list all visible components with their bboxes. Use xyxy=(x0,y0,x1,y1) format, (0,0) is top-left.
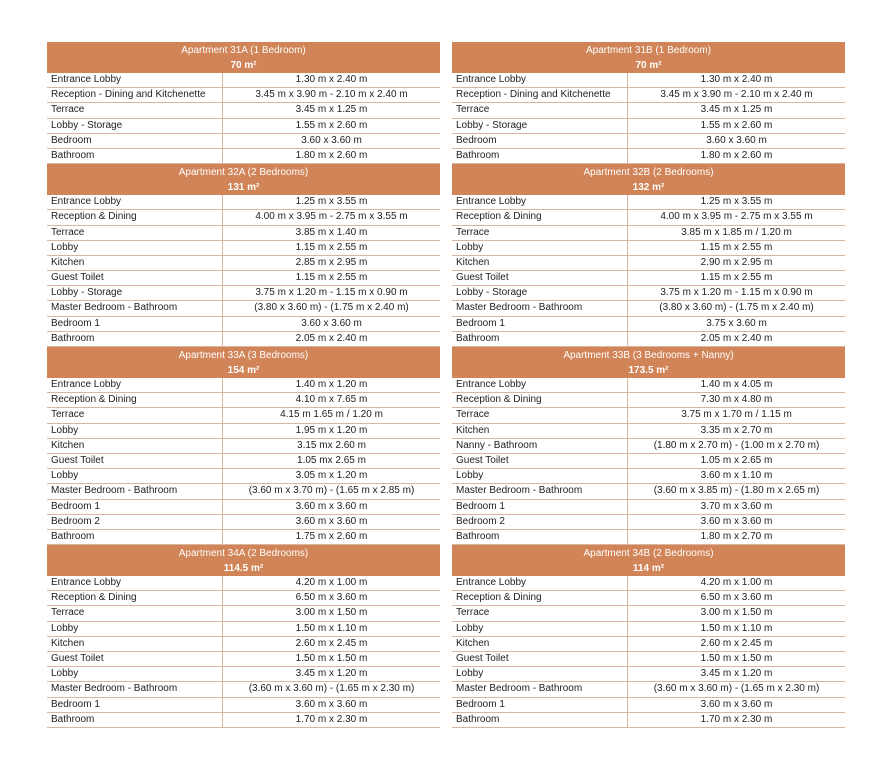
room-name-cell: Nanny - Bathroom xyxy=(452,439,628,453)
room-dimensions-cell: 3.75 m x 1.20 m - 1.15 m x 0.90 m xyxy=(255,287,408,299)
table-row xyxy=(452,591,845,606)
room-name-cell: Terrace xyxy=(47,103,223,117)
room-dimensions-cell: 3.45 m x 1.25 m xyxy=(700,104,773,116)
room-name-cell: Kitchen xyxy=(452,256,628,270)
room-dimensions-cell: 3.45 m x 1.25 m xyxy=(295,104,368,116)
room-name-cell: Lobby xyxy=(47,667,223,681)
room-dimensions-cell: 3.70 m x 3.60 m xyxy=(700,500,773,512)
room-dimensions-cell: 3.45 m x 1.20 m xyxy=(295,668,368,680)
room-dimensions-cell: (3.80 x 3.60 m) - (1.75 m x 2.40 m) xyxy=(659,302,814,314)
room-name-cell: Lobby xyxy=(452,241,628,255)
table-row xyxy=(452,500,845,515)
room-name-cell: Lobby xyxy=(452,469,628,483)
table-row xyxy=(47,317,440,332)
table-row xyxy=(452,637,845,652)
room-name-cell: Terrace xyxy=(452,408,628,422)
room-dimensions-cell: 3.85 m x 1.40 m xyxy=(295,226,368,238)
room-name-cell: Master Bedroom - Bathroom xyxy=(452,301,628,315)
room-dimensions-cell: 1.15 m x 2.55 m xyxy=(700,241,773,253)
room-name-cell: Entrance Lobby xyxy=(452,195,628,209)
table-row xyxy=(47,241,440,256)
apartment-name: Apartment 32A (2 Bedrooms) xyxy=(178,166,309,178)
room-dimensions-cell: 1.50 m x 1.50 m xyxy=(700,653,773,664)
apartment-name: Apartment 33A (3 Bedrooms) xyxy=(178,349,309,361)
apartment-header xyxy=(452,347,845,378)
table-row xyxy=(47,622,440,637)
table-row xyxy=(47,378,440,393)
room-dimensions-cell: 2.90 m x 2.95 m xyxy=(700,256,773,268)
table-row xyxy=(452,393,845,408)
room-dimensions-cell: 1.15 m x 2.55 m xyxy=(295,272,368,284)
table-row xyxy=(452,576,845,591)
room-dimensions-cell: 1.95 m x 1.20 m xyxy=(295,424,368,436)
room-dimensions-cell: 3.60 m x 3.60 m xyxy=(295,698,368,710)
room-dimensions-cell: 3.45 m x 1.20 m xyxy=(700,668,773,680)
room-dimensions-cell: 1.50 m x 1.10 m xyxy=(700,622,773,634)
table-row xyxy=(452,698,845,713)
apartment-name: Apartment 33B (3 Bedrooms + Nanny) xyxy=(563,349,734,361)
table-row xyxy=(452,469,845,484)
table-row xyxy=(47,271,440,286)
room-name-cell: Reception & Dining xyxy=(452,210,628,224)
room-dimensions-cell: 6.50 m x 3.60 m xyxy=(295,592,368,604)
table-row xyxy=(452,149,845,164)
apartment-name: Apartment 34A (2 Bedrooms) xyxy=(178,547,309,559)
room-name-cell: Bathroom xyxy=(452,332,628,346)
room-name-cell: Guest Toilet xyxy=(47,454,223,468)
room-dimensions-cell: 3.75 m x 1.20 m - 1.15 m x 0.90 m xyxy=(660,287,813,299)
apartment-header xyxy=(452,545,845,576)
room-dimensions-cell: 4.20 m x 1.00 m xyxy=(700,577,773,589)
room-name-cell: Kitchen xyxy=(452,637,628,651)
room-dimensions-cell: 1.25 m x 3.55 m xyxy=(295,196,368,208)
table-row xyxy=(47,576,440,591)
room-name-cell: Master Bedroom - Bathroom xyxy=(47,682,223,696)
table-row xyxy=(452,439,845,454)
room-name-cell: Lobby xyxy=(47,241,223,255)
table-row xyxy=(47,500,440,515)
room-name-cell: Bedroom 1 xyxy=(47,317,223,331)
table-row xyxy=(452,195,845,210)
room-name-cell: Bathroom xyxy=(452,530,628,544)
room-dimensions-cell: 1.55 m x 2.60 m xyxy=(700,119,773,131)
room-name-cell: Terrace xyxy=(452,606,628,620)
room-dimensions-cell: 3.00 m x 1.50 m xyxy=(700,607,773,619)
room-name-cell: Bedroom 1 xyxy=(452,698,628,712)
room-name-cell: Kitchen xyxy=(47,637,223,651)
room-name-cell: Reception & Dining xyxy=(452,591,628,605)
apartment-header xyxy=(47,347,440,378)
room-dimensions-cell: 3.60 x 3.60 m xyxy=(301,317,362,329)
table-row xyxy=(452,103,845,118)
table-row xyxy=(452,622,845,637)
room-dimensions-cell: 2.60 m x 2.45 m xyxy=(295,637,368,649)
room-name-cell: Kitchen xyxy=(47,256,223,270)
table-row xyxy=(452,226,845,241)
table-row xyxy=(452,484,845,499)
room-dimensions-cell: 4.00 m x 3.95 m - 2.75 m x 3.55 m xyxy=(660,211,813,223)
room-name-cell: Entrance Lobby xyxy=(47,576,223,590)
room-dimensions-cell: 3.85 m x 1.85 m / 1.20 m xyxy=(681,226,792,238)
table-row xyxy=(47,530,440,545)
apartment-area: 114 m² xyxy=(632,562,665,574)
room-name-cell: Lobby xyxy=(47,622,223,636)
room-name-cell: Entrance Lobby xyxy=(47,195,223,209)
room-dimensions-cell: 3.45 m x 3.90 m - 2.10 m x 2.40 m xyxy=(660,89,813,101)
room-dimensions-cell: 1.80 m x 2.60 m xyxy=(700,149,773,161)
table-row xyxy=(47,424,440,439)
table-row xyxy=(47,88,440,103)
table-row xyxy=(47,195,440,210)
room-name-cell: Master Bedroom - Bathroom xyxy=(47,484,223,498)
table-row xyxy=(452,667,845,682)
room-dimensions-cell: 2.85 m x 2.95 m xyxy=(295,256,368,268)
table-row xyxy=(452,682,845,697)
room-dimensions-cell: 1.25 m x 3.55 m xyxy=(700,196,773,208)
room-name-cell: Guest Toilet xyxy=(47,271,223,285)
room-name-cell: Master Bedroom - Bathroom xyxy=(452,682,628,696)
room-name-cell: Kitchen xyxy=(452,424,628,438)
table-row xyxy=(452,271,845,286)
room-dimensions-cell: 2.60 m x 2.45 m xyxy=(700,637,773,649)
room-dimensions-cell: 1.15 m x 2.55 m xyxy=(700,272,773,284)
table-row xyxy=(47,393,440,408)
room-dimensions-cell: (1.80 m x 2.70 m) - (1.00 m x 2.70 m) xyxy=(653,439,820,451)
room-dimensions-cell: (3.60 m x 3.60 m) - (1.65 m x 2.30 m) xyxy=(248,683,415,695)
table-row xyxy=(47,713,440,728)
table-row xyxy=(452,606,845,621)
room-dimensions-cell: 3.60 m x 3.60 m xyxy=(295,500,368,512)
room-name-cell: Bathroom xyxy=(452,713,628,727)
table-row xyxy=(47,226,440,241)
room-name-cell: Bedroom 1 xyxy=(452,500,628,514)
room-dimensions-cell: 1.05 m x 2.65 m xyxy=(700,454,773,466)
room-name-cell: Reception & Dining xyxy=(47,210,223,224)
apartment-table-left xyxy=(47,42,440,728)
room-dimensions-cell: 3.60 m x 1.10 m xyxy=(700,470,773,482)
room-name-cell: Lobby xyxy=(452,667,628,681)
room-name-cell: Bedroom 2 xyxy=(47,515,223,529)
room-dimensions-cell: 1.50 m x 1.50 m xyxy=(295,653,368,664)
room-dimensions-cell: 4.00 m x 3.95 m - 2.75 m x 3.55 m xyxy=(255,211,408,223)
apartment-table-right xyxy=(452,42,845,728)
table-row xyxy=(47,637,440,652)
table-row xyxy=(452,73,845,88)
room-dimensions-cell: 3.60 m x 3.60 m xyxy=(700,698,773,710)
room-dimensions-cell: 3.75 x 3.60 m xyxy=(706,317,767,329)
room-name-cell: Entrance Lobby xyxy=(47,378,223,392)
room-dimensions-cell: 4.20 m x 1.00 m xyxy=(295,577,368,589)
room-dimensions-cell: 1.15 m x 2.55 m xyxy=(295,241,368,253)
table-row xyxy=(452,317,845,332)
room-name-cell: Reception - Dining and Kitchenette xyxy=(47,88,223,102)
table-row xyxy=(47,103,440,118)
apartment-header xyxy=(47,164,440,195)
room-name-cell: Terrace xyxy=(452,103,628,117)
room-name-cell: Entrance Lobby xyxy=(452,576,628,590)
room-name-cell: Bathroom xyxy=(47,713,223,727)
table-row xyxy=(47,591,440,606)
table-row xyxy=(47,469,440,484)
apartment-name: Apartment 32B (2 Bedrooms) xyxy=(583,166,714,178)
room-name-cell: Guest Toilet xyxy=(452,454,628,468)
table-row xyxy=(47,73,440,88)
apartment-area: 132 m² xyxy=(632,181,665,193)
room-dimensions-cell: 3.45 m x 3.90 m - 2.10 m x 2.40 m xyxy=(255,89,408,101)
table-row xyxy=(47,515,440,530)
table-row xyxy=(47,286,440,301)
room-name-cell: Terrace xyxy=(47,606,223,620)
room-name-cell: Reception & Dining xyxy=(47,393,223,407)
table-row xyxy=(452,713,845,728)
room-dimensions-cell: (3.80 x 3.60 m) - (1.75 m x 2.40 m) xyxy=(254,302,409,314)
room-name-cell: Bedroom xyxy=(47,134,223,148)
table-row xyxy=(452,134,845,149)
apartment-header xyxy=(47,545,440,576)
room-name-cell: Lobby - Storage xyxy=(47,119,223,133)
table-row xyxy=(47,332,440,347)
room-dimensions-cell: 3.05 m x 1.20 m xyxy=(295,470,368,482)
table-row xyxy=(452,88,845,103)
room-name-cell: Entrance Lobby xyxy=(47,73,223,87)
table-row xyxy=(452,454,845,469)
table-row xyxy=(47,667,440,682)
table-row xyxy=(452,530,845,545)
table-row xyxy=(47,119,440,134)
table-row xyxy=(452,301,845,316)
table-row xyxy=(452,332,845,347)
room-name-cell: Entrance Lobby xyxy=(452,378,628,392)
room-name-cell: Master Bedroom - Bathroom xyxy=(452,484,628,498)
apartment-area: 70 m² xyxy=(635,59,662,71)
room-name-cell: Master Bedroom - Bathroom xyxy=(47,301,223,315)
room-dimensions-cell: 7.30 m x 4.80 m xyxy=(700,394,773,406)
room-dimensions-cell: 1.30 m x 2.40 m xyxy=(700,74,773,85)
room-dimensions-cell: 3.60 x 3.60 m xyxy=(301,134,362,146)
apartment-name: Apartment 34B (2 Bedrooms) xyxy=(583,547,714,559)
table-row xyxy=(452,424,845,439)
table-row xyxy=(452,241,845,256)
table-row xyxy=(452,652,845,667)
room-dimensions-cell: 1.75 m x 2.60 m xyxy=(295,530,368,542)
room-dimensions-cell: 1.70 m x 2.30 m xyxy=(295,713,368,725)
table-row xyxy=(47,210,440,225)
room-dimensions-cell: 1.30 m x 2.40 m xyxy=(295,74,368,85)
room-dimensions-cell: 1.40 m x 1.20 m xyxy=(295,379,368,390)
room-dimensions-cell: 3.75 m x 1.70 m / 1.15 m xyxy=(681,409,792,421)
table-row xyxy=(452,210,845,225)
apartment-area: 70 m² xyxy=(230,59,257,71)
room-dimensions-cell: 1.70 m x 2.30 m xyxy=(700,713,773,725)
apartment-area: 173.5 m² xyxy=(628,364,669,376)
room-name-cell: Reception & Dining xyxy=(452,393,628,407)
room-dimensions-cell: 3.60 x 3.60 m xyxy=(706,134,767,146)
room-name-cell: Lobby xyxy=(47,424,223,438)
apartment-header xyxy=(452,164,845,195)
table-row xyxy=(452,408,845,423)
room-name-cell: Bedroom 2 xyxy=(452,515,628,529)
room-name-cell: Terrace xyxy=(47,408,223,422)
table-row xyxy=(47,149,440,164)
room-name-cell: Guest Toilet xyxy=(47,652,223,666)
table-row xyxy=(47,606,440,621)
room-dimensions-cell: (3.60 m x 3.85 m) - (1.80 m x 2.65 m) xyxy=(653,485,820,497)
room-name-cell: Bathroom xyxy=(452,149,628,163)
room-dimensions-cell: 1.50 m x 1.10 m xyxy=(295,622,368,634)
room-dimensions-cell: 3.15 mx 2.60 m xyxy=(297,439,366,451)
room-name-cell: Terrace xyxy=(47,226,223,240)
table-row xyxy=(47,484,440,499)
table-row xyxy=(47,439,440,454)
room-dimensions-cell: 3.60 m x 3.60 m xyxy=(700,515,773,527)
room-dimensions-cell: 1.05 mx 2.65 m xyxy=(297,454,366,466)
room-dimensions-cell: 1.55 m x 2.60 m xyxy=(295,119,368,131)
room-dimensions-cell: 1.80 m x 2.60 m xyxy=(295,149,368,161)
table-row xyxy=(47,698,440,713)
table-row xyxy=(47,256,440,271)
room-dimensions-cell: 2.05 m x 2.40 m xyxy=(700,332,773,344)
room-dimensions-cell: 3.00 m x 1.50 m xyxy=(295,607,368,619)
table-row xyxy=(452,286,845,301)
table-row xyxy=(452,119,845,134)
room-dimensions-cell: 6.50 m x 3.60 m xyxy=(700,592,773,604)
room-name-cell: Bedroom 1 xyxy=(452,317,628,331)
apartment-header xyxy=(452,42,845,73)
apartment-name: Apartment 31A (1 Bedroom) xyxy=(181,44,306,56)
room-name-cell: Guest Toilet xyxy=(452,652,628,666)
table-row xyxy=(452,515,845,530)
room-name-cell: Lobby xyxy=(47,469,223,483)
room-dimensions-cell: 3.35 m x 2.70 m xyxy=(700,424,773,436)
room-dimensions-cell: (3.60 m x 3.70 m) - (1.65 m x 2.85 m) xyxy=(248,485,415,497)
table-row xyxy=(452,256,845,271)
room-name-cell: Lobby - Storage xyxy=(452,286,628,300)
room-name-cell: Kitchen xyxy=(47,439,223,453)
table-row xyxy=(47,454,440,469)
room-name-cell: Bathroom xyxy=(47,332,223,346)
room-dimensions-cell: 4.15 m 1.65 m / 1.20 m xyxy=(280,409,383,421)
apartment-area: 114.5 m² xyxy=(223,562,264,574)
room-dimensions-cell: (3.60 m x 3.60 m) - (1.65 m x 2.30 m) xyxy=(653,683,820,695)
room-name-cell: Bedroom xyxy=(452,134,628,148)
room-name-cell: Lobby - Storage xyxy=(452,119,628,133)
table-row xyxy=(47,408,440,423)
room-name-cell: Reception - Dining and Kitchenette xyxy=(452,88,628,102)
apartment-area: 131 m² xyxy=(227,181,260,193)
room-name-cell: Lobby - Storage xyxy=(47,286,223,300)
room-dimensions-cell: 4.10 m x 7.65 m xyxy=(295,394,368,406)
room-name-cell: Bathroom xyxy=(47,149,223,163)
table-row xyxy=(47,301,440,316)
apartment-name: Apartment 31B (1 Bedroom) xyxy=(585,44,712,56)
room-name-cell: Terrace xyxy=(452,226,628,240)
room-name-cell: Entrance Lobby xyxy=(452,73,628,87)
room-dimensions-cell: 3.60 m x 3.60 m xyxy=(295,515,368,527)
room-name-cell: Bedroom 1 xyxy=(47,698,223,712)
table-row xyxy=(47,652,440,667)
apartment-header xyxy=(47,42,440,73)
room-dimensions-cell: 2.05 m x 2.40 m xyxy=(295,332,368,344)
room-name-cell: Guest Toilet xyxy=(452,271,628,285)
room-name-cell: Bathroom xyxy=(47,530,223,544)
table-row xyxy=(47,682,440,697)
table-row xyxy=(47,134,440,149)
room-dimensions-cell: 1.80 m x 2.70 m xyxy=(700,530,773,542)
apartment-area: 154 m² xyxy=(227,364,260,376)
room-name-cell: Lobby xyxy=(452,622,628,636)
room-name-cell: Bedroom 1 xyxy=(47,500,223,514)
room-dimensions-cell: 1.40 m x 4.05 m xyxy=(700,379,773,390)
table-row xyxy=(452,378,845,393)
room-name-cell: Reception & Dining xyxy=(47,591,223,605)
